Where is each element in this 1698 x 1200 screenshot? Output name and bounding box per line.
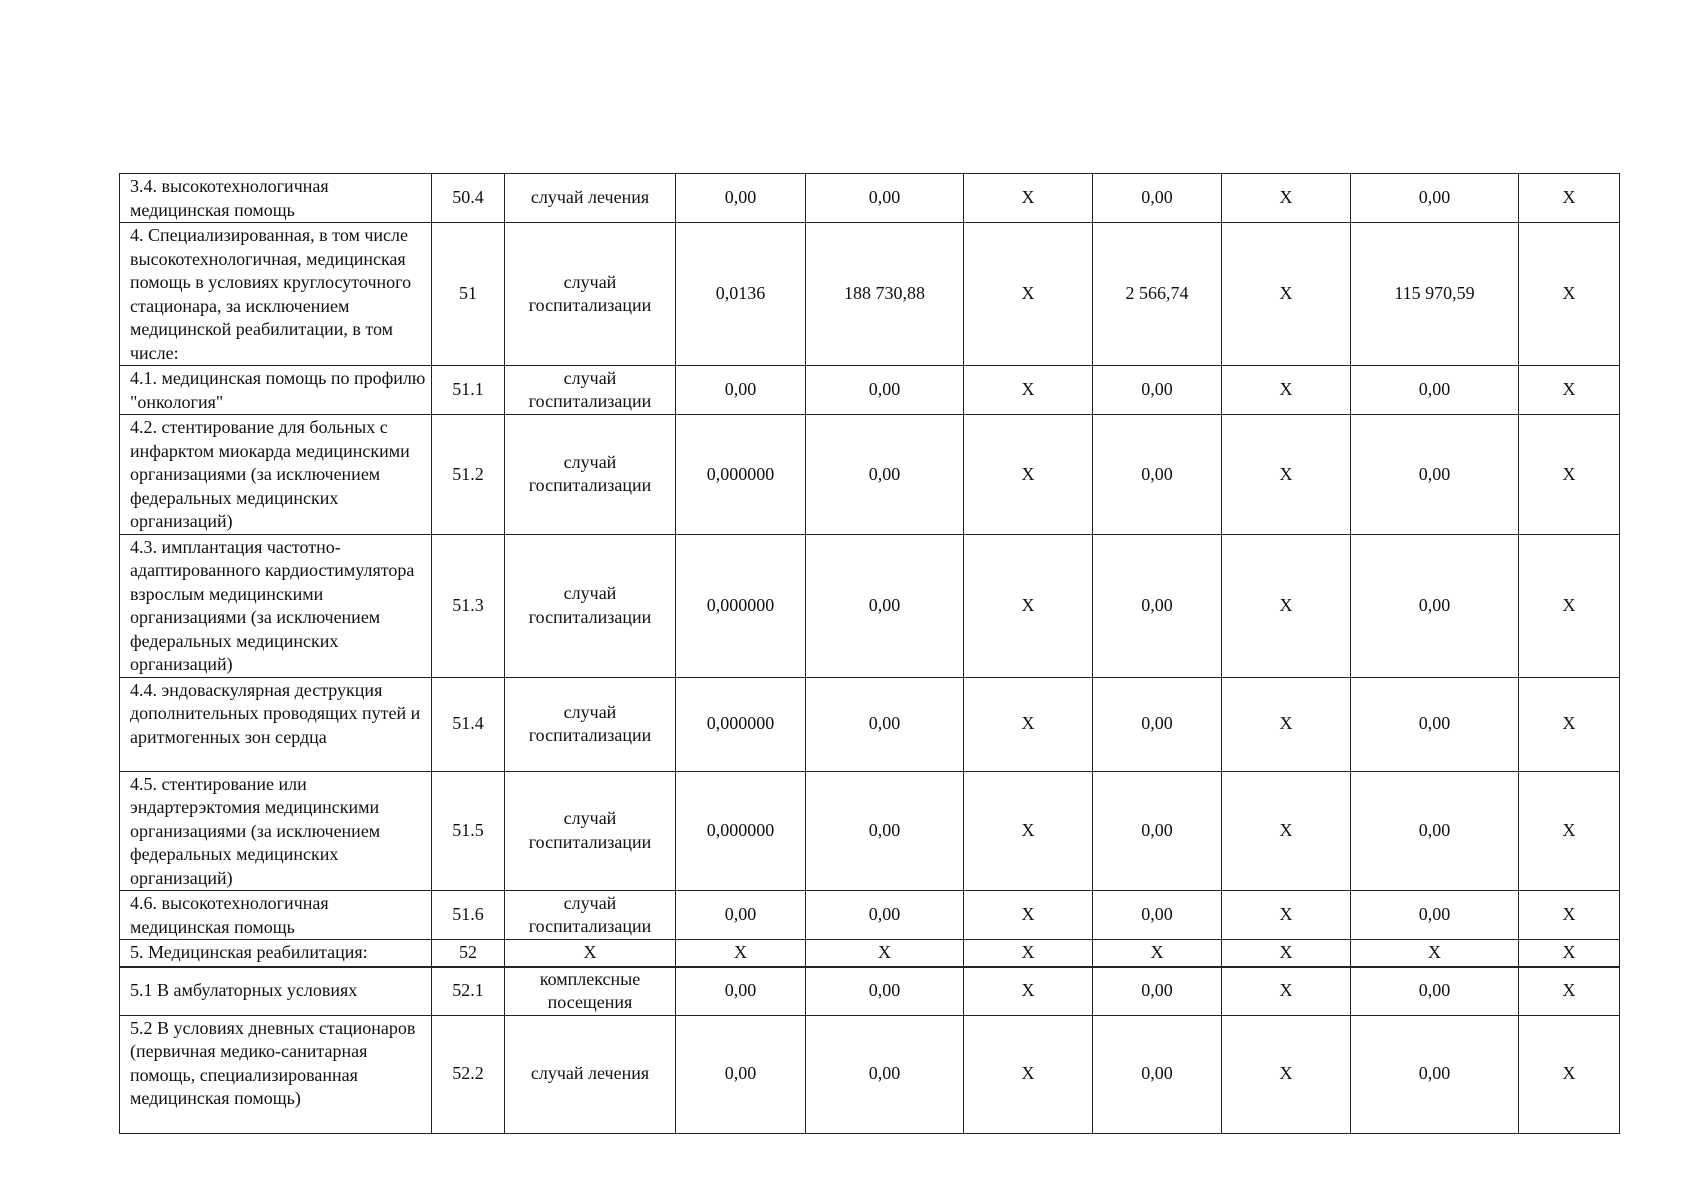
cell-value: 0,00 — [1093, 967, 1222, 1016]
table-row — [120, 223, 1620, 366]
cell-value: 115 970,59 — [1351, 223, 1519, 366]
row-code: 51.1 — [432, 366, 505, 415]
cell-value: 0,00 — [1351, 415, 1519, 535]
row-name: 5.1 В амбулаторных условиях — [120, 967, 432, 1016]
cell-value: 0,00 — [1093, 891, 1222, 940]
row-unit: случай госпитализации — [505, 771, 676, 891]
cell-value: X — [1519, 891, 1620, 940]
cell-value: X — [964, 891, 1093, 940]
cell-value: 0,00 — [1093, 771, 1222, 891]
row-unit: случай лечения — [505, 1015, 676, 1133]
table-row — [120, 891, 1620, 940]
cell-value: X — [964, 677, 1093, 771]
cell-value: X — [964, 366, 1093, 415]
cell-value: 0,00 — [806, 415, 964, 535]
cell-value: 0,00 — [676, 366, 806, 415]
cell-value: 0,00 — [1093, 677, 1222, 771]
cell-value: 0,00 — [676, 891, 806, 940]
row-name: 5. Медицинская реабилитация: — [120, 940, 432, 967]
row-name: 4.3. имплантация частотно-адаптированного кардиостимулятора взрослым медицинскими организациями (за исключением федеральных медицинских организаций) — [120, 534, 432, 677]
row-unit: случай госпитализации — [505, 415, 676, 535]
cell-value: 0,00 — [1351, 677, 1519, 771]
cell-value: X — [1222, 223, 1351, 366]
cell-value: X — [964, 771, 1093, 891]
row-unit: случай госпитализации — [505, 891, 676, 940]
cell-value: X — [1519, 940, 1620, 967]
table-row — [120, 415, 1620, 535]
cell-value: 0,00 — [806, 967, 964, 1016]
cell-value: X — [676, 940, 806, 967]
cell-value: 0,00 — [1093, 534, 1222, 677]
row-name: 4.1. медицинская помощь по профилю "онкология" — [120, 366, 432, 415]
cell-value: X — [1222, 534, 1351, 677]
cell-value: X — [1519, 415, 1620, 535]
cell-value: X — [964, 223, 1093, 366]
cell-value: X — [1093, 940, 1222, 967]
cell-value: X — [1519, 366, 1620, 415]
table-row — [120, 366, 1620, 415]
cell-value: 0,000000 — [676, 415, 806, 535]
row-name: 4.5. стентирование или эндартерэктомия медицинскими организациями (за исключением федеральных медицинских организаций) — [120, 771, 432, 891]
cell-value: 0,00 — [676, 1015, 806, 1133]
cell-value: X — [964, 415, 1093, 535]
cell-value: 0,00 — [1351, 891, 1519, 940]
row-unit: случай госпитализации — [505, 366, 676, 415]
table-row — [120, 677, 1620, 771]
cell-value: 0,00 — [806, 771, 964, 891]
cell-value: X — [1519, 1015, 1620, 1133]
row-unit: случай госпитализации — [505, 223, 676, 366]
cell-value: X — [1222, 415, 1351, 535]
cell-value: X — [964, 940, 1093, 967]
row-name: 4. Специализированная, в том числе высокотехнологичная, медицинская помощь в условиях круглосуточного стационара, за исключением медицинской реабилитации, в том числе: — [120, 223, 432, 366]
cell-value: 0,000000 — [676, 677, 806, 771]
row-code: 51.5 — [432, 771, 505, 891]
cell-value: X — [1222, 366, 1351, 415]
row-name: 4.6. высокотехнологичная медицинская помощь — [120, 891, 432, 940]
cell-value: 0,00 — [1093, 174, 1222, 223]
cell-value: 2 566,74 — [1093, 223, 1222, 366]
table-row — [120, 967, 1620, 1016]
cell-value: 0,000000 — [676, 771, 806, 891]
row-unit: случай госпитализации — [505, 677, 676, 771]
cell-value: X — [964, 174, 1093, 223]
cell-value: X — [1222, 967, 1351, 1016]
cell-value: 0,00 — [1093, 415, 1222, 535]
cell-value: 0,00 — [806, 677, 964, 771]
table-row — [120, 534, 1620, 677]
row-code: 51 — [432, 223, 505, 366]
cell-value: X — [1519, 677, 1620, 771]
cell-value: X — [806, 940, 964, 967]
row-name: 5.2 В условиях дневных стационаров (первичная медико-санитарная помощь, специализированная медицинская помощь) — [120, 1015, 432, 1133]
cell-value: 0,00 — [1351, 366, 1519, 415]
cell-value: X — [964, 967, 1093, 1016]
cell-value: 0,00 — [1093, 1015, 1222, 1133]
cell-value: 0,00 — [1093, 366, 1222, 415]
table-row — [120, 940, 1620, 967]
cell-value: X — [1222, 1015, 1351, 1133]
cell-value: X — [1222, 891, 1351, 940]
row-name: 4.2. стентирование для больных с инфарктом миокарда медицинскими организациями (за исключением федеральных медицинских организаций) — [120, 415, 432, 535]
cell-value: X — [1519, 967, 1620, 1016]
row-code: 52.1 — [432, 967, 505, 1016]
cell-value: 0,00 — [1351, 534, 1519, 677]
row-unit: случай лечения — [505, 174, 676, 223]
row-code: 52.2 — [432, 1015, 505, 1133]
cell-value: X — [1519, 534, 1620, 677]
row-name: 4.4. эндоваскулярная деструкция дополнительных проводящих путей и аритмогенных зон сердца — [120, 677, 432, 771]
cell-value: X — [1519, 771, 1620, 891]
row-unit: случай госпитализации — [505, 534, 676, 677]
table-row — [120, 771, 1620, 891]
row-code: 50.4 — [432, 174, 505, 223]
cell-value: 0,00 — [1351, 967, 1519, 1016]
row-unit: комплексные посещения — [505, 967, 676, 1016]
table-row — [120, 1015, 1620, 1133]
row-name: 3.4. высокотехнологичная медицинская помощь — [120, 174, 432, 223]
cell-value: 0,0136 — [676, 223, 806, 366]
cell-value: X — [1222, 940, 1351, 967]
cell-value: 0,000000 — [676, 534, 806, 677]
cell-value: 0,00 — [806, 366, 964, 415]
cell-value: 0,00 — [806, 174, 964, 223]
cell-value: X — [1519, 174, 1620, 223]
cell-value: 0,00 — [806, 891, 964, 940]
row-unit: X — [505, 940, 676, 967]
cell-value: X — [1222, 771, 1351, 891]
row-code: 51.6 — [432, 891, 505, 940]
row-code: 51.2 — [432, 415, 505, 535]
tariff-table — [119, 173, 1620, 1134]
row-code: 51.4 — [432, 677, 505, 771]
cell-value: 188 730,88 — [806, 223, 964, 366]
cell-value: X — [964, 1015, 1093, 1133]
cell-value: 0,00 — [676, 967, 806, 1016]
cell-value: 0,00 — [806, 534, 964, 677]
row-code: 51.3 — [432, 534, 505, 677]
cell-value: X — [964, 534, 1093, 677]
row-code: 52 — [432, 940, 505, 967]
cell-value: X — [1222, 174, 1351, 223]
cell-value: 0,00 — [1351, 1015, 1519, 1133]
cell-value: 0,00 — [1351, 771, 1519, 891]
cell-value: 0,00 — [676, 174, 806, 223]
cell-value: X — [1222, 677, 1351, 771]
cell-value: 0,00 — [1351, 174, 1519, 223]
cell-value: 0,00 — [806, 1015, 964, 1133]
cell-value: X — [1519, 223, 1620, 366]
table-row — [120, 174, 1620, 223]
cell-value: X — [1351, 940, 1519, 967]
